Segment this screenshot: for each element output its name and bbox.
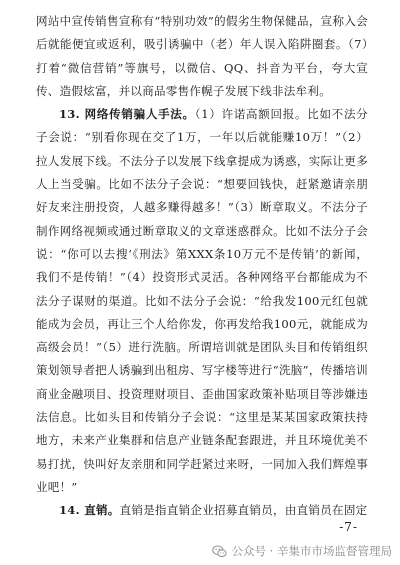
- paragraph-item-14: [36, 499, 368, 522]
- paragraph-continuation: [36, 0, 368, 103]
- wechat-watermark: [212, 543, 392, 559]
- watermark-text: 公众号 · 辛集市市场监督管理局: [231, 544, 392, 558]
- section-heading: 14. 直销。: [59, 503, 120, 518]
- paragraph-item-13: [36, 103, 368, 499]
- wechat-icon: [212, 544, 227, 559]
- document-page: [36, 0, 368, 565]
- section-heading: 13. 网络传销骗人手法。: [59, 107, 195, 122]
- paragraph-text: 网站中宣传销售宣称有“特别功效”的假劣生物保健品，宣称入会后就能便宜或返利，吸引诱骗中（老）年人误入陷阱圈套。（7）打着“微信营销”等旗号，以微信、QQ、抖音为平台，夸大宣传、造假炫富，并以商品零售作幌子发展下线非法牟利。: [36, 14, 368, 98]
- paragraph-text: 直销是指直销企业招募直销员，由直销员在固定: [119, 503, 368, 518]
- page-number: -7-: [339, 520, 358, 534]
- paragraph-text: （1）许诺高额回报。比如不法分子会说：“别看你现在交了1万，一年以后就能赚10万！”（2）拉人发展下线。不法分子以发展下线拿提成为诱惑，实际让更多人上当受骗。比如不法分子会说：“想要回钱快，赶紧邀请亲朋好友来注册投资，人越多赚得越多！”（3）断章取义。不法分子制作网络视频或通过断章取义的文章迷惑群众。比如不法分子会说：“你可以去搜‘《刑法》第XXX条10万元不是传销’的新闻，我们不是传销！”（4）投资形式灵活。各种网络平台都能成为不法分子谋财的渠道。比如不法分子会说：“给我发100元红包就能成为会员，再让三个人给你发，你再发给我100元，就能成为高级会员！”（5）进行洗脑。所谓培训就是团队头目和传销组织策划领导者把人诱骗到出租房、写字楼等进行“洗脑”，传播培训商业金融项目、投资理财项目、歪曲国家政策补贴项目等涉嫌违法信息。比如头目和传销分子会说：“这里是某某国家政策扶持地方，未来产业集群和信息产业链条配套跟进，并且环境优美不易打扰，快叫好友亲朋和同学赶紧过来呀，一同加入我们辉煌事业吧！”: [36, 107, 368, 494]
